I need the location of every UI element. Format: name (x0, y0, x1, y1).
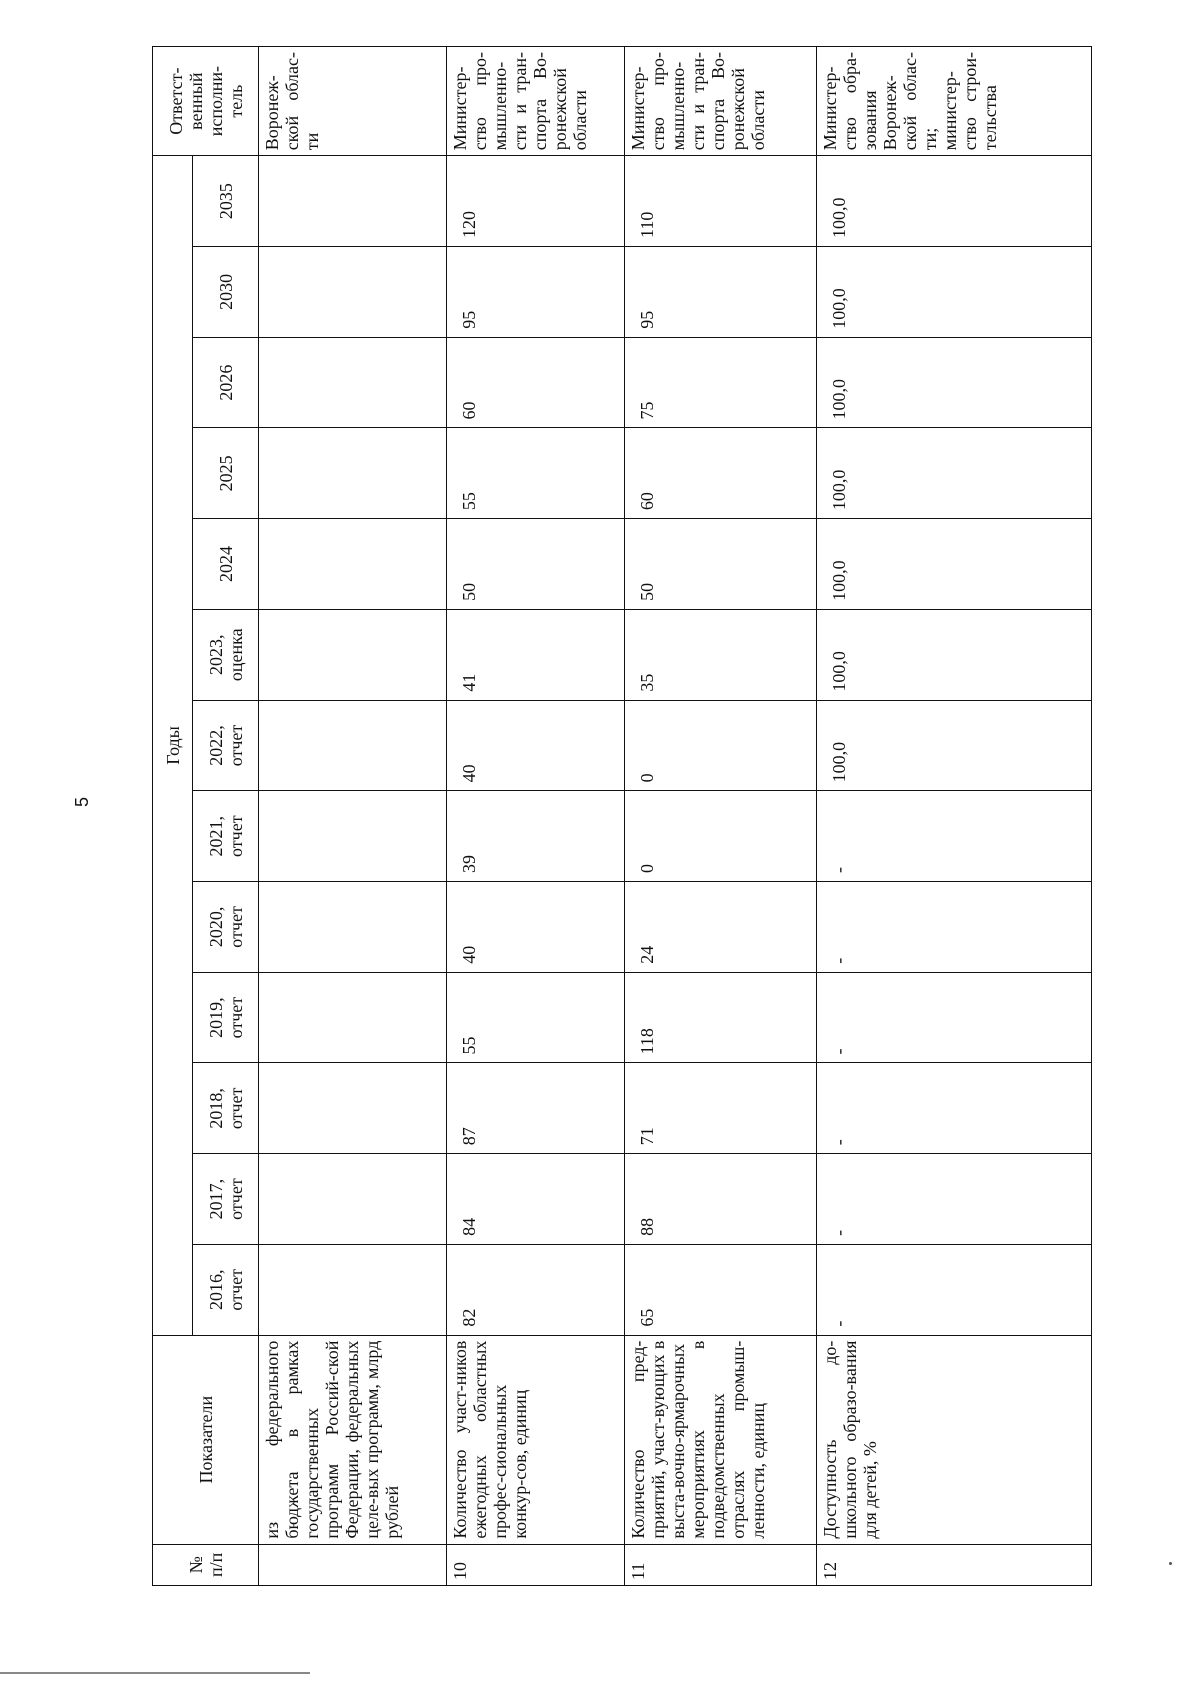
row-value: 100,0 (817, 156, 1092, 247)
year-col: 2017, отчет (193, 1154, 259, 1245)
row-value (259, 156, 447, 247)
header-num: № п/п (153, 1544, 259, 1585)
row-value (259, 337, 447, 428)
year-col: 2030 (193, 247, 259, 338)
row-value: 0 (625, 791, 817, 882)
row-value: 50 (447, 519, 625, 610)
row-value: 100,0 (817, 700, 1092, 791)
row-value: 55 (447, 428, 625, 519)
row-value: 60 (625, 428, 817, 519)
row-value (259, 609, 447, 700)
row-value: 40 (447, 882, 625, 973)
row-indicator: Доступность до-школьного образо-вания для детей, % (817, 1335, 1092, 1544)
row-value (259, 1244, 447, 1335)
row-value: 65 (625, 1244, 817, 1335)
row-value: 87 (447, 1063, 625, 1154)
year-col: 2023, оценка (193, 609, 259, 700)
row-value (259, 428, 447, 519)
row-value (259, 519, 447, 610)
table-row (625, 47, 817, 1586)
year-col: 2020, отчет (193, 882, 259, 973)
row-value: 100,0 (817, 519, 1092, 610)
header-responsible: Ответст-венный исполни-тель (153, 47, 259, 156)
row-num (259, 1544, 447, 1585)
table-row (259, 47, 447, 1586)
row-value: 50 (625, 519, 817, 610)
row-value: 100,0 (817, 428, 1092, 519)
row-value: 100,0 (817, 247, 1092, 338)
row-value (259, 1063, 447, 1154)
row-value: 120 (447, 156, 625, 247)
row-value (259, 247, 447, 338)
year-col: 2035 (193, 156, 259, 247)
row-indicator: из федерального бюджета в рамках государственных программ Россий-ской Федерации, федеральных целе-вых программ, млрд рублей (259, 1335, 447, 1544)
row-value: 71 (625, 1063, 817, 1154)
row-value: - (817, 882, 1092, 973)
row-value: - (817, 1244, 1092, 1335)
year-col: 2021, отчет (193, 791, 259, 882)
row-responsible: Воронеж-ской облас-ти (259, 47, 447, 156)
row-responsible: Министер-ство про-мышленно-сти и тран-спорта Во-ронежской области (447, 47, 625, 156)
row-value (259, 700, 447, 791)
row-value: 41 (447, 609, 625, 700)
row-value: 100,0 (817, 337, 1092, 428)
row-value (259, 882, 447, 973)
row-value: 0 (625, 700, 817, 791)
row-value: 82 (447, 1244, 625, 1335)
header-years: Годы (153, 156, 193, 1335)
row-value: 75 (625, 337, 817, 428)
row-responsible: Министер-ство обра-зования Воронеж-ской облас-ти; министер-ство строи-тельства (817, 47, 1092, 156)
row-num: 10 (447, 1544, 625, 1585)
year-col: 2016, отчет (193, 1244, 259, 1335)
row-value: 110 (625, 156, 817, 247)
row-num: 11 (625, 1544, 817, 1585)
indicators-table-rotated (152, 46, 1092, 1586)
row-indicator: Количество участ-ников ежегодных областных профес-сиональных конкур-сов, единиц (447, 1335, 625, 1544)
row-value: - (817, 791, 1092, 882)
page-number: 5 (72, 796, 92, 807)
row-value: 60 (447, 337, 625, 428)
row-value: 118 (625, 972, 817, 1063)
row-value: - (817, 1154, 1092, 1245)
year-col: 2026 (193, 337, 259, 428)
row-value: 55 (447, 972, 625, 1063)
year-col: 2022, отчет (193, 700, 259, 791)
row-value: 95 (625, 247, 817, 338)
scan-speck (1169, 1562, 1172, 1565)
row-value: 40 (447, 700, 625, 791)
row-value: 84 (447, 1154, 625, 1245)
row-value: - (817, 972, 1092, 1063)
year-col: 2019, отчет (193, 972, 259, 1063)
row-value: - (817, 1063, 1092, 1154)
table-row (447, 47, 625, 1586)
row-value: 88 (625, 1154, 817, 1245)
row-responsible: Министер-ство про-мышленно-сти и тран-спорта Во-ронежской области (625, 47, 817, 156)
row-value: 24 (625, 882, 817, 973)
indicators-table (152, 46, 1092, 1586)
row-value (259, 1154, 447, 1245)
year-col: 2024 (193, 519, 259, 610)
row-value: 95 (447, 247, 625, 338)
row-indicator: Количество пред-приятий, участ-вующих в выста-вочно-ярмарочных мероприятиях в подведомственных отраслях промыш-ленности, единиц (625, 1335, 817, 1544)
year-col: 2025 (193, 428, 259, 519)
row-num: 12 (817, 1544, 1092, 1585)
row-value: 100,0 (817, 609, 1092, 700)
row-value: 35 (625, 609, 817, 700)
header-indicators: Показатели (153, 1335, 259, 1544)
row-value (259, 791, 447, 882)
row-value (259, 972, 447, 1063)
year-col: 2018, отчет (193, 1063, 259, 1154)
row-value: 39 (447, 791, 625, 882)
table-row (817, 47, 1092, 1586)
scan-edge-line (0, 1672, 310, 1674)
